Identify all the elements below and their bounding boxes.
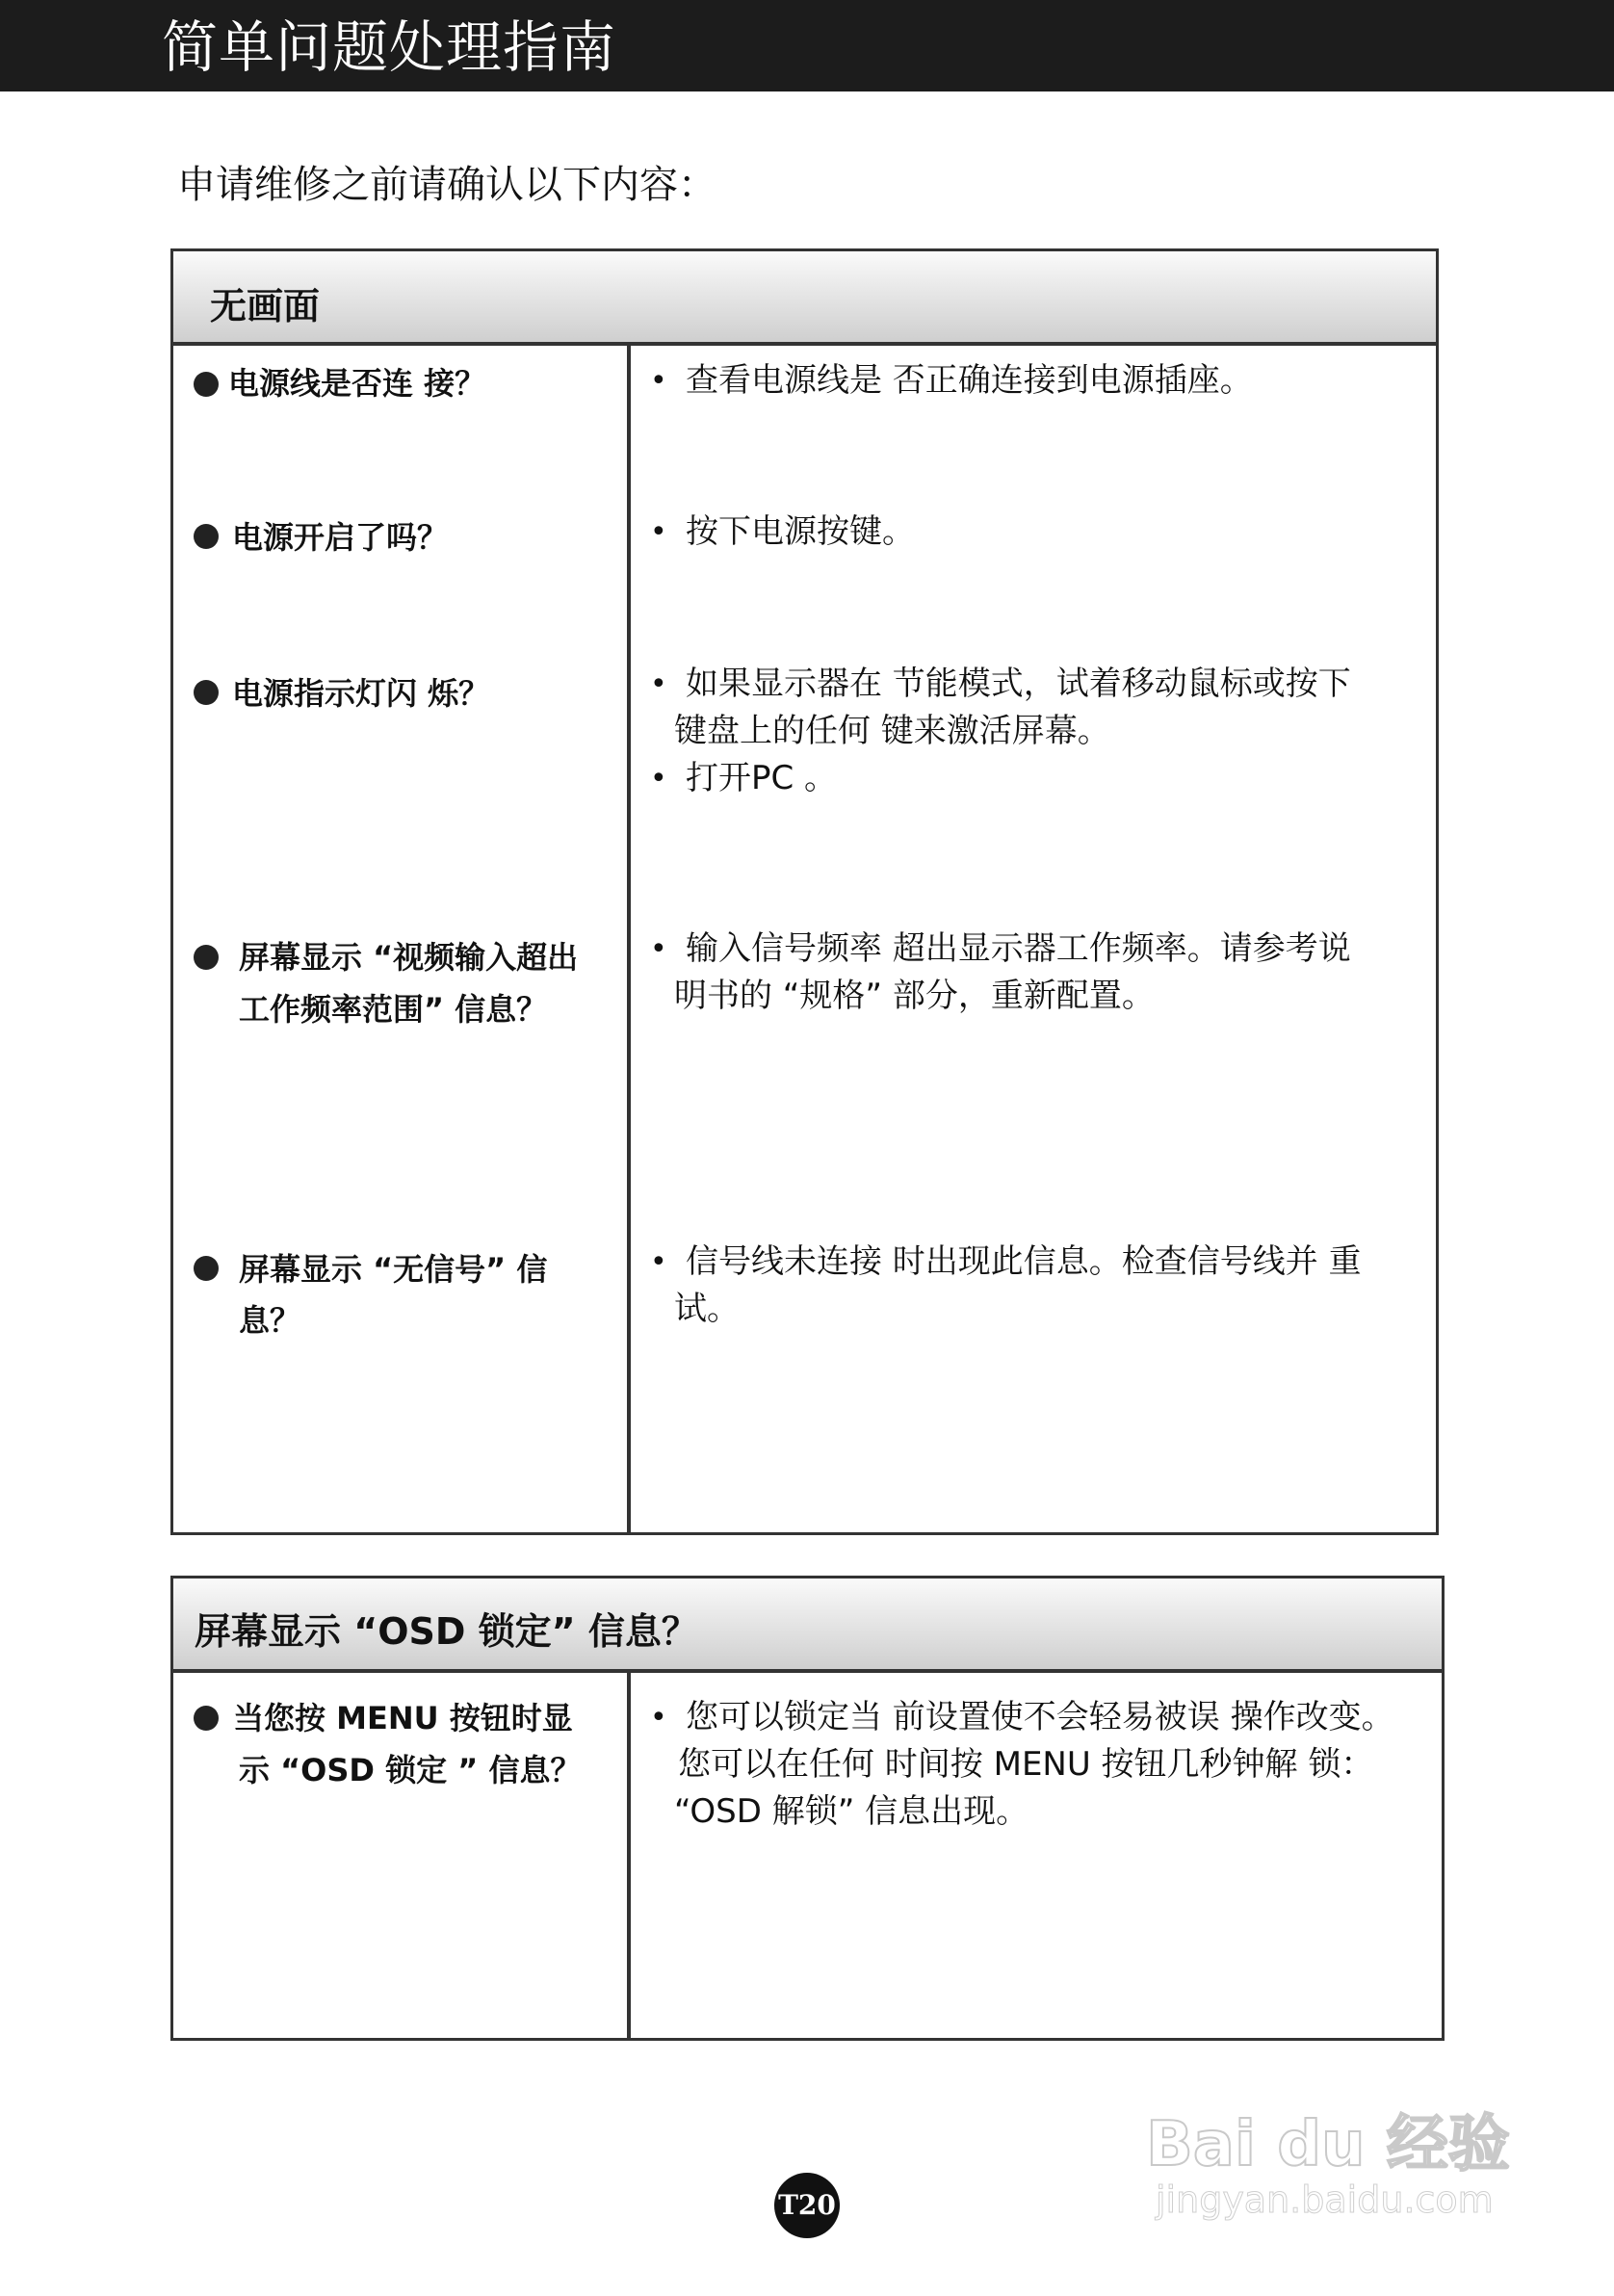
section-osd-locked — [170, 1576, 1445, 2041]
answer-text: 明书的 “规格” 部分，重新配置。 — [674, 977, 1155, 1015]
question-text: 屏幕显示 “视频输入超出 — [239, 939, 579, 976]
answer-text: 打开PC 。 — [686, 759, 838, 797]
bullet-dot — [194, 1256, 219, 1281]
header-bar — [0, 0, 1614, 91]
answer-bullet: • — [650, 1701, 667, 1735]
section-header — [173, 251, 1436, 346]
answer-text: 输入信号频率 超出显示器工作频率。请参考说 — [686, 929, 1351, 968]
bullet-dot — [194, 372, 219, 397]
page-number-badge: T20 — [774, 2173, 840, 2238]
intro-text: 申请维修之前请确认以下内容： — [177, 163, 716, 207]
bullet-dot — [194, 524, 219, 549]
answer-bullet: • — [650, 1245, 667, 1279]
answer-bullet: • — [650, 762, 667, 796]
section-header — [173, 1578, 1442, 1673]
section-no-picture — [170, 248, 1439, 1535]
question-text: 电源指示灯闪 烁？ — [232, 675, 490, 712]
answer-text: 试。 — [674, 1290, 740, 1328]
watermark-logo: Bai du 经验 — [1146, 2109, 1510, 2180]
page-title: 简单问题处理指南 — [162, 14, 617, 80]
answer-bullet: • — [650, 667, 667, 701]
answer-text: 如果显示器在 节能模式，试着移动鼠标或按下 — [686, 665, 1351, 703]
section-title: 屏幕显示 “OSD 锁定” 信息？ — [195, 1610, 698, 1653]
answer-text: 您可以锁定当 前设置使不会轻易被误 操作改变。 — [686, 1698, 1394, 1736]
bullet-dot — [194, 1706, 219, 1731]
question-text: 电源开启了吗？ — [232, 519, 449, 556]
question-text: 工作频率范围” 信息？ — [239, 991, 548, 1028]
bullet-dot — [194, 945, 219, 970]
bullet-dot — [194, 680, 219, 705]
answer-text: 您可以在任何 时间按 MENU 按钮几秒钟解 锁： — [678, 1745, 1374, 1784]
question-text: 示 “OSD 锁定 ” 信息？ — [239, 1752, 582, 1788]
answer-bullet: • — [650, 932, 667, 966]
answer-text: 按下电源按键。 — [686, 512, 915, 551]
answer-bullet: • — [650, 364, 667, 398]
answer-text: 信号线未连接 时出现此信息。检查信号线并 重 — [686, 1242, 1362, 1281]
column-divider — [627, 1673, 631, 2041]
column-divider — [627, 346, 631, 1535]
answer-bullet: • — [650, 515, 667, 549]
question-text: 息？ — [239, 1302, 301, 1339]
answer-text: “OSD 解锁” 信息出现。 — [674, 1792, 1029, 1831]
question-text: 电源线是否连 接？ — [228, 365, 486, 402]
question-text: 屏幕显示 “无信号” 信 — [239, 1251, 548, 1288]
answer-text: 键盘上的任何 键来激活屏幕。 — [674, 712, 1110, 750]
question-text: 当您按 MENU 按钮时显 — [233, 1700, 573, 1736]
answer-text: 查看电源线是 否正确连接到电源插座。 — [686, 361, 1253, 400]
watermark-url: jingyan.baidu.com — [1156, 2179, 1494, 2221]
section-title: 无画面 — [210, 285, 321, 327]
